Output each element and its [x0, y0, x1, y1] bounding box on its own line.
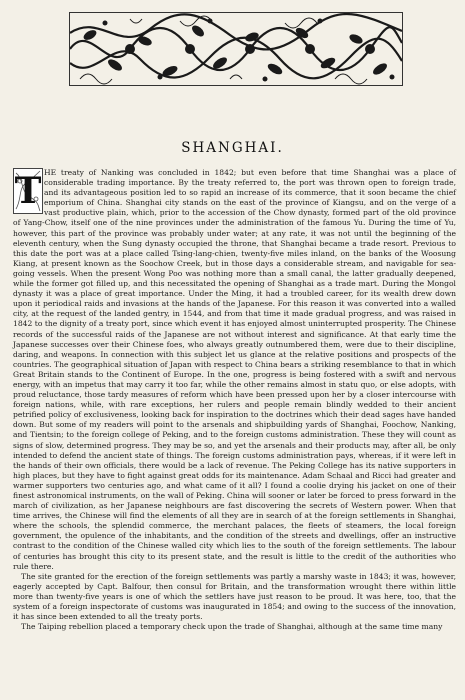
paragraph-1: HE treaty of Nanking was concluded in 1842; but even before that time Shanghai was a place of considerable trading importance. By the treaty referred to, the port was thrown open to foreign trade, and its advantageous position led to so rapid an increase of its commerce, that it soon became the chief emporium of China. Shanghai city stands on the east of the province of Kiangsu, and on the verge of a vast productive plain, which, prior to the accession of the Chow dynasty, formed part of the old province of Yang-Chow, itself one of the nine provinces under the administration of the famous Yu. During the time of Yu, however, this part of the province was probably under water; at any rate, it was not until the beginning of the eleventh century, when the Sung dynasty occupied the throne, that Shanghai became a trade resort. Previous to this date the port was at a place called Tsing-lang-chien, twenty-five miles inland, on the banks of the Woosung Kiang, at present known as the Soochow Creek, but in those days a considerable stream, and navigable for sea-going vessels. When the present Wong Poo was nothing more than a small canal, the latter gradually deepened, while the former got filled up, and this necessitated the opening of Shanghai as a trade mart. During the Mongol dynasty it was a place of great importance. Under the Ming, it had a troubled career, for its wealth drew down upon it periodical raids and invasions at the hands of the Japanese. For this reason it was converted into a walled city, at the request of the landed gentry, in 1544, and from that time it made gradual progress, and was raised in 1842 to the dignity of a treaty port, since which event it has enjoyed almost uninterrupted prosperity. The Chinese records of the successful raids of the Japanese are not without interest and significance. At that early time the Japanese successes over their Chinese foes, who always greatly outnumbered them, were due to their discipline, daring, and weapons. In connection with this subject let us glance at the relative positions and prospects of the countries. The geographical situation of Japan with respect to China bears a striking resemblance to that in which Great Britain stands to the Continent of Europe. In the one, progress is being fostered with a swift and nervous energy, with an impetus that may carry it too far, while the other remains almost in statu quo, or else adopts, with proud reluctance, those tardy measures of reform which have been pressed upon her by a closer intercourse with foreign nations, while, with rare exceptions, her rulers and people remain blindly wedded to their ancient petrified policy of exclusiveness, looking back for inspiration to the doctrines which their dead sages have handed down. But some of my readers will point to the arsenals and shipbuilding yards of Shanghai, Foochow, Nanking, and Tientsin; to the foreign college of Peking, and to the foreign customs administration. These they will count as signs of slow, determined progress. They may be so, and yet the arsenals and their products may, after all, be only intended to defend the ancient state of things. The foreign customs administration pays, whereas, if it were left in the hands of their own officials, there would be a lack of revenue. The Peking College has its native supporters in high places, but they have to fight against great odds for its maintenance. Adam Schaal and Ricci had greater and warmer supporters two centuries ago, and what came of it all? I found a coolie drying his jacket on one of their finest astronomical instruments, on the wall of Peking. China will sooner or later be forced to press forward in the march of civilization, as her Japanese neighbours are fast discovering the secrets of Western power. When that time arrives, the Chinese will find the elements of all they are in search of at the foreign settlements in Shanghai, where the schools, the splendid commerce, the merchant palaces, the fleets of steamers, the local foreign government, the opulence of the inhabitants, and the condition of the streets and dwellings, offer an instructive contrast to the condition of the Chinese walled city which lies to the south of the foreign settlements. The labour of centuries has brought this city to its present state, and the result is little to the credit of the authorities who rule there. — [13, 168, 456, 571]
page-title: SHANGHAI. — [181, 140, 284, 156]
paragraph-2: The site granted for the erection of the foreign settlements was partly a marshy waste in 1843; it was, however, eagerly accepted by Capt. Balfour, then consul for Britain, and the transformation wrought there within little more than twenty-five years is one of which the settlers have just reason to be proud. It was here, too, that the system of a foreign inspectorate of customs was inaugurated in 1854; and owing to the success of the innovation, it has since been extended to all the treaty ports. — [13, 571, 456, 622]
foliate-headpiece-ornament — [69, 12, 403, 86]
article-body — [13, 168, 456, 632]
paragraph-3: The Taiping rebellion placed a temporary check upon the trade of Shanghai, although at the same time many — [21, 622, 443, 632]
drop-cap-letter: T — [14, 170, 42, 212]
